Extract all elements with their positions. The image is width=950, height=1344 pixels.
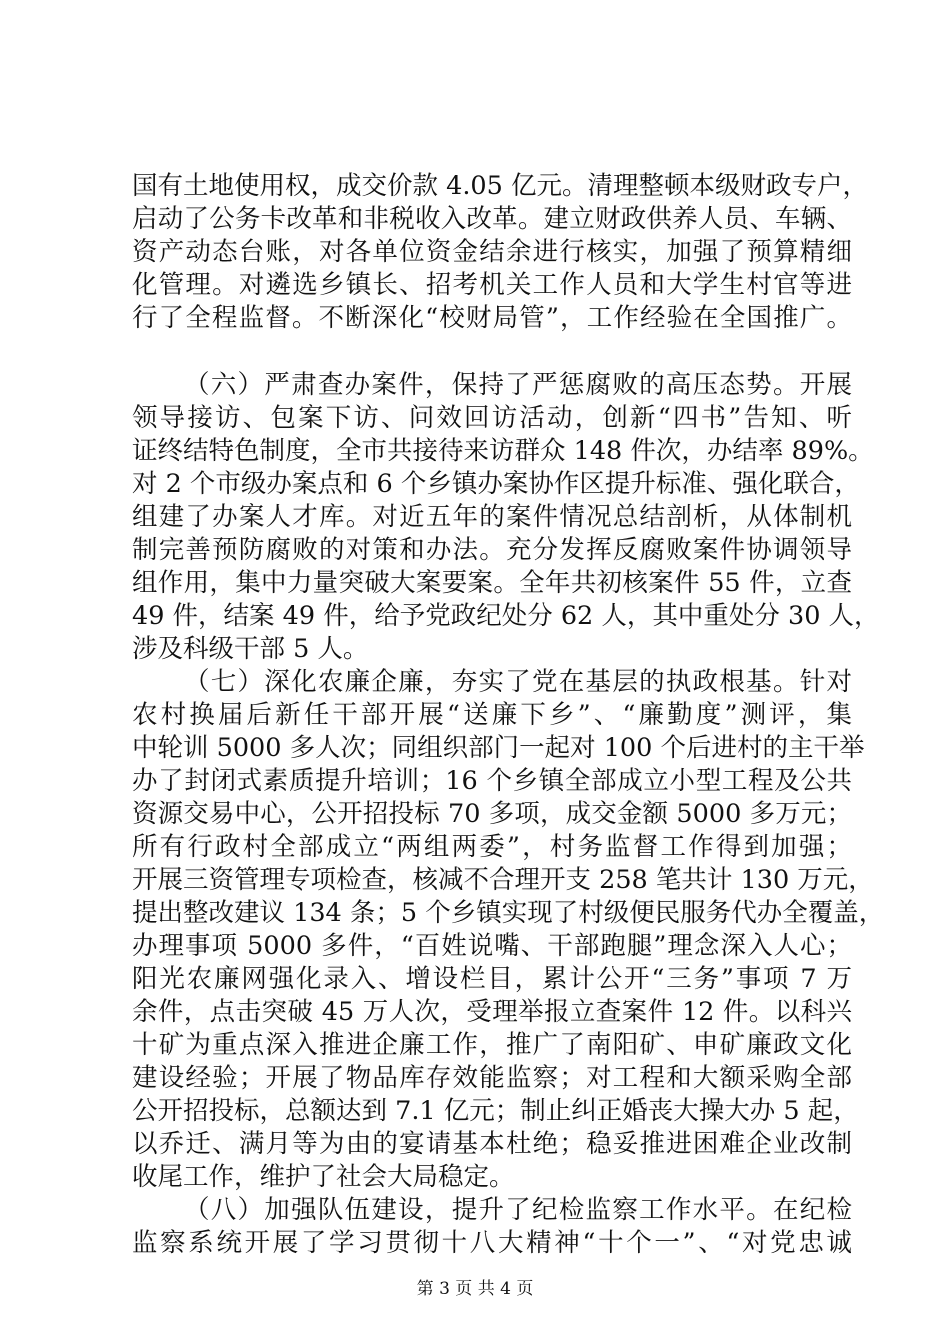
document-body — [132, 170, 885, 1260]
text-line: 证终结特色制度，全市共接待来访群众 148 件次，办结率 89%。 — [132, 436, 874, 466]
text-line: 涉及科级干部 5 人。 — [132, 634, 369, 664]
text-line: 资产动态台账，对各单位资金结余进行核实，加强了预算精细 — [132, 237, 852, 267]
text-line: 以乔迁、满月等为由的宴请基本杜绝；稳妥推进困难企业改制 — [132, 1129, 852, 1159]
text-line: 国有土地使用权，成交价款 4.05 亿元。清理整顿本级财政专户， — [132, 171, 868, 201]
text-line: 农村换届后新任干部开展“送廉下乡”、“廉勤度”测评，集 — [132, 700, 852, 730]
text-line: 中轮训 5000 多人次；同组织部门一起对 100 个后进村的主干举 — [132, 733, 865, 763]
text-line: 十矿为重点深入推进企廉工作，推广了南阳矿、申矿廉政文化 — [132, 1030, 852, 1060]
text-line: 49 件，结案 49 件，给予党政纪处分 62 人，其中重处分 30 人， — [132, 601, 880, 631]
text-line: 办了封闭式素质提升培训；16 个乡镇全部成立小型工程及公共 — [132, 766, 852, 796]
text-line: （八）加强队伍建设，提升了纪检监察工作水平。在纪检 — [184, 1195, 852, 1225]
text-line: 启动了公务卡改革和非税收入改革。建立财政供养人员、车辆、 — [132, 204, 852, 234]
text-line: 开展三资管理专项检查，核减不合理开支 258 笔共计 130 万元， — [132, 865, 874, 895]
page-number-label: 第 3 页 共 4 页 — [416, 1279, 534, 1299]
paragraph-section-8 — [132, 1194, 852, 1260]
text-line: 建设经验；开展了物品库存效能监察；对工程和大额采购全部 — [132, 1063, 852, 1093]
text-line: 办理事项 5000 多件，“百姓说嘴、干部跑腿”理念深入人心； — [132, 931, 852, 961]
text-line: 组作用，集中力量突破大案要案。全年共初核案件 55 件，立查 — [132, 568, 852, 598]
text-line: 公开招投标，总额达到 7.1 亿元；制止纠正婚丧大操大办 5 起， — [132, 1096, 859, 1126]
text-line: 组建了办案人才库。对近五年的案件情况总结剖析，从体制机 — [132, 502, 852, 532]
text-line: 余件，点击突破 45 万人次，受理举报立查案件 12 件。以科兴 — [132, 997, 852, 1027]
text-line: （七）深化农廉企廉，夯实了党在基层的执政根基。针对 — [184, 667, 852, 697]
text-line: （六）严肃查办案件，保持了严惩腐败的高压态势。开展 — [184, 370, 852, 400]
text-line: 所有行政村全部成立“两组两委”，村务监督工作得到加强； — [132, 832, 852, 862]
paragraph-section-7 — [132, 666, 885, 1194]
text-line: 收尾工作，维护了社会大局稳定。 — [132, 1162, 515, 1192]
text-line: 资源交易中心，公开招投标 70 多项，成交金额 5000 多万元； — [132, 799, 852, 829]
text-line: 领导接访、包案下访、问效回访活动，创新“四书”告知、听 — [132, 403, 852, 433]
page-footer — [0, 1278, 950, 1300]
text-line: 制完善预防腐败的对策和办法。充分发挥反腐败案件协调领导 — [132, 535, 852, 565]
paragraph-spacer — [132, 335, 852, 369]
paragraph-section-6 — [132, 369, 880, 666]
text-line: 提出整改建议 134 条；5 个乡镇实现了村级便民服务代办全覆盖， — [132, 898, 885, 928]
text-line: 化管理。对遴选乡镇长、招考机关工作人员和大学生村官等进 — [132, 270, 852, 300]
text-line: 对 2 个市级办案点和 6 个乡镇办案协作区提升标准、强化联合， — [132, 469, 860, 499]
paragraph-continuation — [132, 170, 868, 335]
text-line: 监察系统开展了学习贯彻十八大精神“十个一”、“对党忠诚 — [132, 1228, 852, 1258]
text-line: 阳光农廉网强化录入、增设栏目，累计公开“三务”事项 7 万 — [132, 964, 852, 994]
text-line: 行了全程监督。不断深化“校财局管”，工作经验在全国推广。 — [132, 303, 852, 333]
